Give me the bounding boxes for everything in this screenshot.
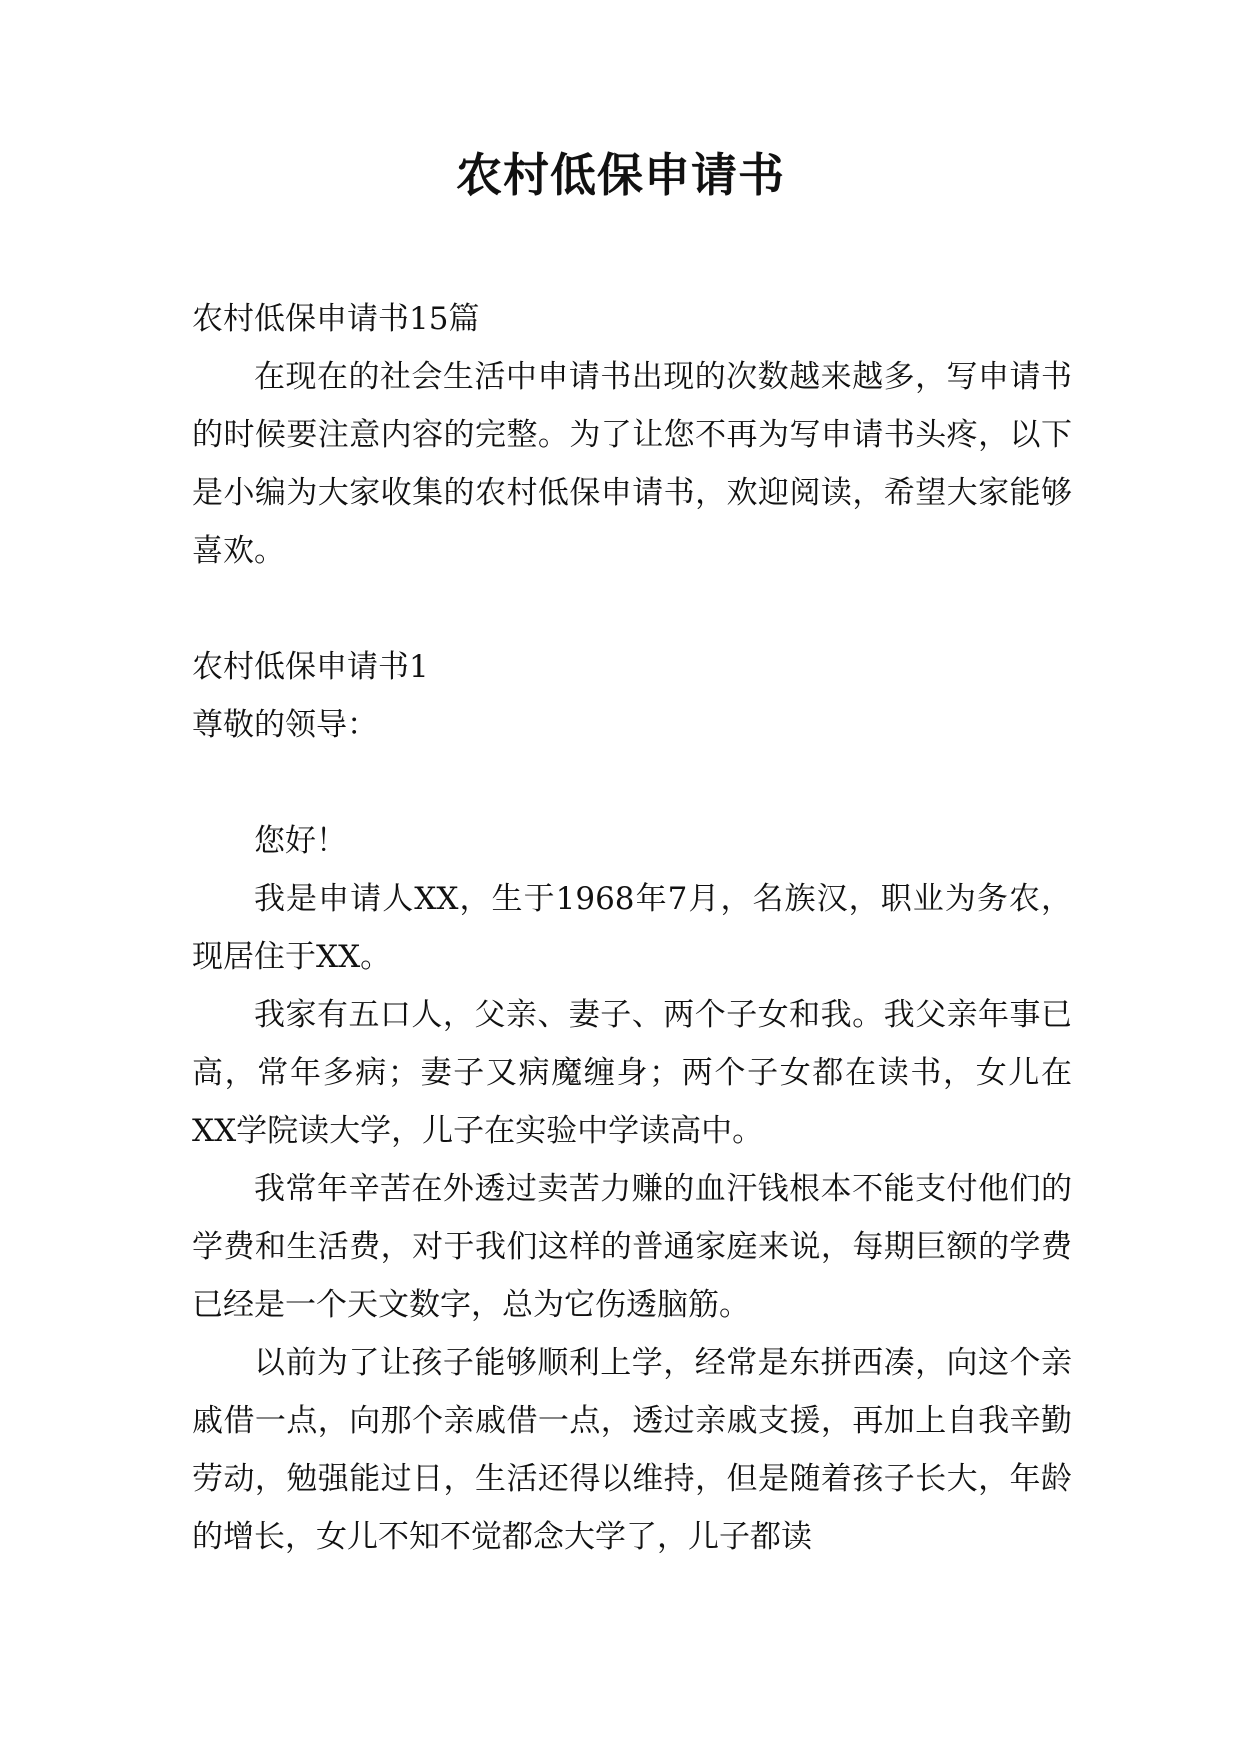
body-paragraph: 以前为了让孩子能够顺利上学，经常是东拼西凑，向这个亲戚借一点，向那个亲戚借一点，透过亲戚支援，再加上自我辛勤劳动，勉强能过日，生活还得以维持，但是随着孩子长大，年龄的增长，女儿不知不觉都念大学了，儿子都读	[192, 1345, 1072, 1555]
body-paragraph: 我是申请人XX，生于1968年7月，名族汉，职业为务农，现居住于XX。	[192, 881, 1072, 975]
section-heading: 农村低保申请书1	[192, 649, 429, 685]
intro-paragraph: 在现在的社会生活中申请书出现的次数越来越多，写申请书的时候要注意内容的完整。为了让您不再为写申请书头疼，以下是小编为大家收集的农村低保申请书，欢迎阅读，希望大家能够喜欢。	[192, 359, 1072, 569]
blank-line	[192, 754, 1072, 812]
blank-line	[192, 580, 1072, 638]
salutation: 尊敬的领导：	[192, 707, 378, 743]
body-paragraph: 我常年辛苦在外透过卖苦力赚的血汗钱根本不能支付他们的学费和生活费，对于我们这样的普通家庭来说，每期巨额的学费已经是一个天文数字，总为它伤透脑筋。	[192, 1171, 1072, 1323]
document-title: 农村低保申请书	[456, 148, 785, 202]
greeting: 您好！	[254, 823, 347, 859]
document-body	[192, 290, 1072, 1566]
document-subtitle: 农村低保申请书15篇	[192, 301, 480, 337]
body-paragraph: 我家有五口人，父亲、妻子、两个子女和我。我父亲年事已高，常年多病；妻子又病魔缠身；两个子女都在读书，女儿在XX学院读大学，儿子在实验中学读高中。	[192, 997, 1072, 1149]
